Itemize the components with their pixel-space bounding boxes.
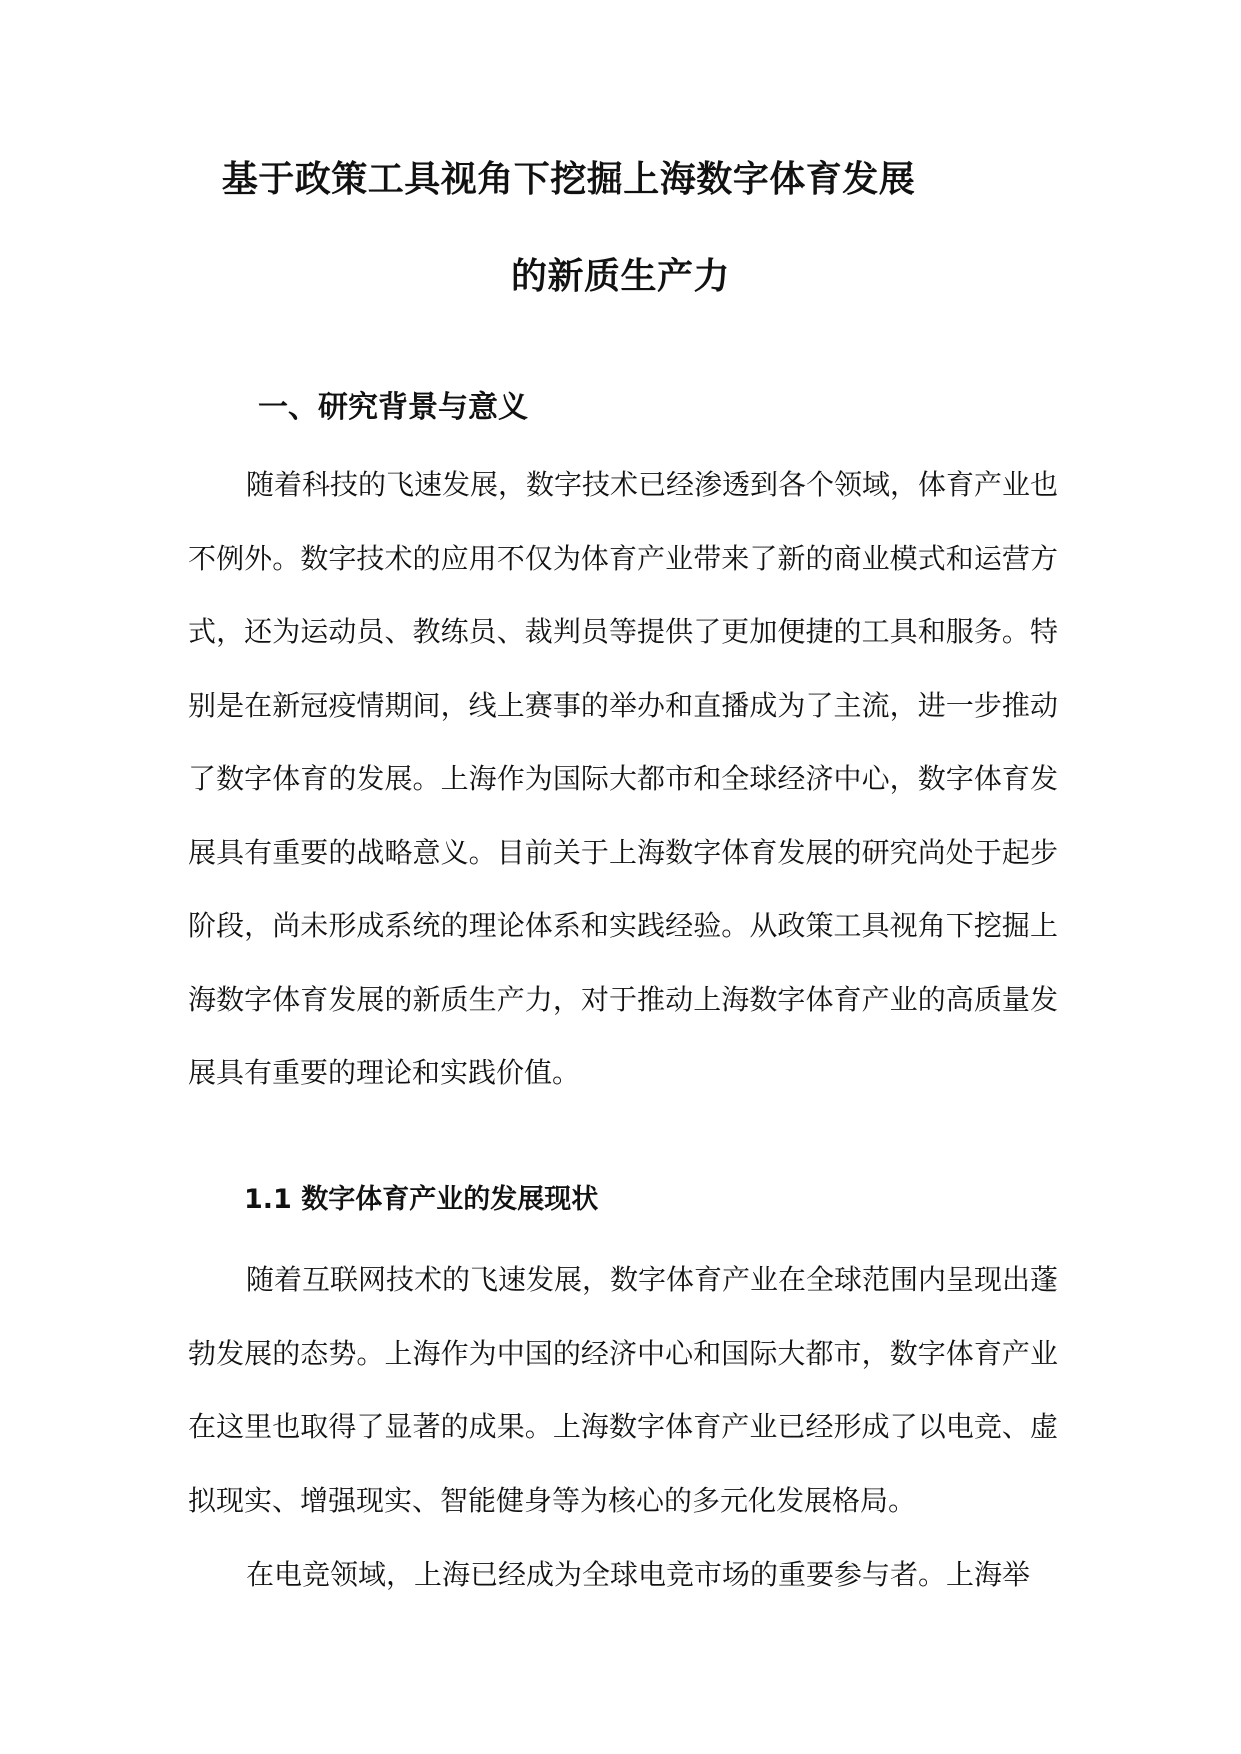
section-heading-research-background: 一、研究背景与意义 [258, 390, 528, 425]
document-title-line-2: 的新质生产力 [510, 256, 730, 297]
paragraph-industry-status: 随着互联网技术的飞速发展，数字体育产业在全球范围内呈现出蓬勃发展的态势。上海作为中国的经济中心和国际大都市，数字体育产业在这里也取得了显著的成果。上海数字体育产业已经形成了以电竞、虚拟现实、增强现实、智能健身等为核心的多元化发展格局。 [188, 1263, 1059, 1517]
paragraph-esports: 在电竞领域，上海已经成为全球电竞市场的重要参与者。上海举 [246, 1558, 1031, 1591]
subsection-heading-industry-status: 1.1 数字体育产业的发展现状 [244, 1184, 599, 1215]
paragraph-research-background: 随着科技的飞速发展，数字技术已经渗透到各个领域，体育产业也不例外。数字技术的应用不仅为体育产业带来了新的商业模式和运营方式，还为运动员、教练员、裁判员等提供了更加便捷的工具和服务。特别是在新冠疫情期间，线上赛事的举办和直播成为了主流，进一步推动了数字体育的发展。上海作为国际大都市和全球经济中心，数字体育发展具有重要的战略意义。目前关于上海数字体育发展的研究尚处于起步阶段，尚未形成系统的理论体系和实践经验。从政策工具视角下挖掘上海数字体育发展的新质生产力，对于推动上海数字体育产业的高质量发展具有重要的理论和实践价值。 [188, 468, 1059, 1089]
document-title-line-1: 基于政策工具视角下挖掘上海数字体育发展 [221, 159, 916, 200]
